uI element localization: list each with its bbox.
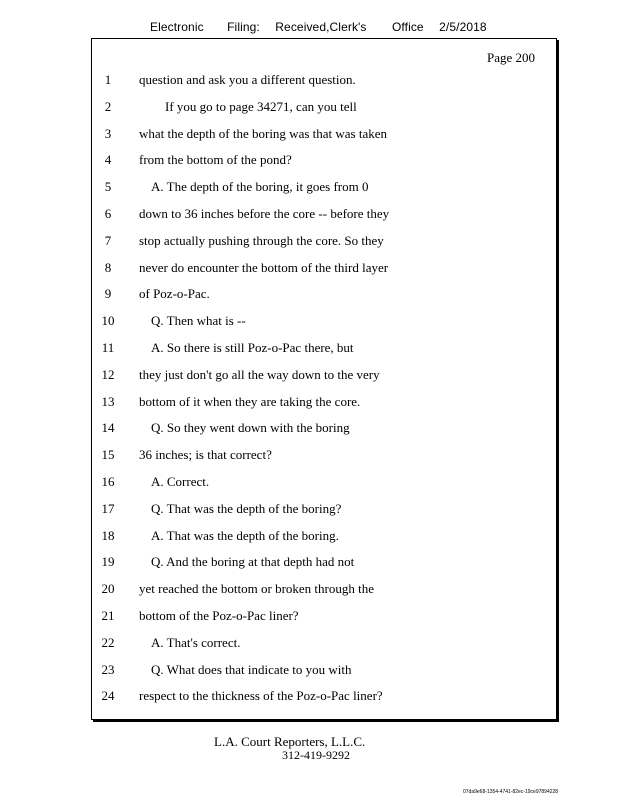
header-date: 2/5/2018 (439, 20, 487, 34)
transcript-line (0, 72, 618, 92)
line-number: 6 (104, 206, 112, 221)
transcript-line (0, 528, 618, 548)
line-text: A. That's correct. (151, 634, 241, 650)
line-text: yet reached the bottom or broken through the (139, 581, 375, 597)
transcript-line (0, 313, 618, 333)
line-text: Q. So they went down with the boring (151, 420, 350, 436)
line-text: A. Correct. (151, 474, 210, 489)
line-number: 23 (101, 661, 115, 677)
transcript-line (0, 581, 618, 601)
line-number: 1 (104, 72, 112, 87)
line-text: Q. Then what is -- (151, 313, 246, 329)
transcript-line (0, 474, 618, 494)
transcript-line (0, 688, 618, 708)
line-number: 13 (101, 393, 115, 409)
line-text: stop actually pushing through the core. So they (139, 232, 384, 248)
line-text: 36 inches; is that correct? (139, 447, 272, 463)
footer-phone: 312-419-9292 (282, 748, 350, 762)
transcript-line (0, 447, 618, 467)
transcript-line (0, 206, 618, 226)
line-number: 19 (101, 554, 115, 570)
line-number: 24 (101, 688, 115, 704)
transcript-line (0, 260, 618, 280)
line-number: 8 (104, 259, 112, 275)
line-number: 3 (104, 125, 112, 141)
transcript-line (0, 179, 618, 199)
line-number: 11 (101, 340, 115, 355)
line-number: 2 (104, 98, 112, 114)
line-text: of Poz-o-Pac. (139, 286, 210, 302)
line-text: from the bottom of the pond? (139, 152, 292, 168)
line-text: question and ask you a different question. (139, 72, 356, 87)
transcript-line (0, 420, 618, 440)
line-text: Q. And the boring at that depth had not (151, 554, 355, 570)
footer-company: L.A. Court Reporters, L.L.C. (214, 734, 366, 749)
transcript-line (0, 501, 618, 521)
line-text: Q. What does that indicate to you with (151, 661, 352, 677)
line-text: A. That was the depth of the boring. (151, 527, 339, 543)
document-hash: 07da9e68-1354-4741-82ec-19ce97894228 (463, 789, 559, 795)
line-number: 20 (101, 581, 115, 597)
line-text: A. So there is still Poz-o-Pac there, but (151, 340, 354, 355)
line-text: never do encounter the bottom of the third layer (139, 259, 389, 275)
line-number: 14 (101, 420, 115, 436)
filing-stamp-header (150, 20, 487, 34)
line-text: they just don't go all the way down to the very (139, 366, 380, 382)
transcript-line (0, 152, 618, 172)
transcript-line (0, 394, 618, 414)
transcript-line (0, 608, 618, 628)
line-number: 16 (101, 474, 115, 489)
transcript-line (0, 662, 618, 682)
header-office: Office (391, 20, 424, 34)
line-number: 10 (101, 313, 115, 329)
transcript-line (0, 99, 618, 119)
line-text: Q. That was the depth of the boring? (151, 500, 342, 516)
page-number: Page 200 (487, 50, 536, 65)
transcript-line (0, 126, 618, 146)
transcript-line (0, 286, 618, 306)
line-number: 15 (101, 447, 115, 463)
line-number: 7 (104, 232, 112, 248)
line-number: 9 (104, 286, 112, 302)
transcript-line (0, 233, 618, 253)
line-text: bottom of the Poz-o-Pac liner? (139, 608, 299, 623)
line-number: 21 (101, 608, 115, 623)
transcript-line (0, 367, 618, 387)
line-text: respect to the thickness of the Poz-o-Pac liner? (139, 688, 383, 704)
line-text: If you go to page 34271, can you tell (165, 98, 357, 114)
line-number: 12 (101, 366, 115, 382)
line-number: 4 (104, 152, 112, 168)
transcript-line (0, 340, 618, 360)
transcript-line (0, 554, 618, 574)
line-text: what the depth of the boring was that was taken (139, 125, 388, 141)
line-number: 5 (104, 179, 112, 195)
line-number: 22 (101, 634, 115, 650)
line-number: 17 (101, 500, 115, 516)
line-text: bottom of it when they are taking the core. (139, 393, 361, 409)
header-filing: Filing: (227, 20, 260, 34)
line-number: 18 (101, 527, 115, 543)
line-text: down to 36 inches before the core -- before they (139, 206, 390, 221)
header-received: Received,Clerk's (275, 20, 367, 34)
line-text: A. The depth of the boring, it goes from 0 (151, 179, 369, 195)
transcript-line (0, 635, 618, 655)
header-electronic: Electronic (150, 20, 204, 34)
